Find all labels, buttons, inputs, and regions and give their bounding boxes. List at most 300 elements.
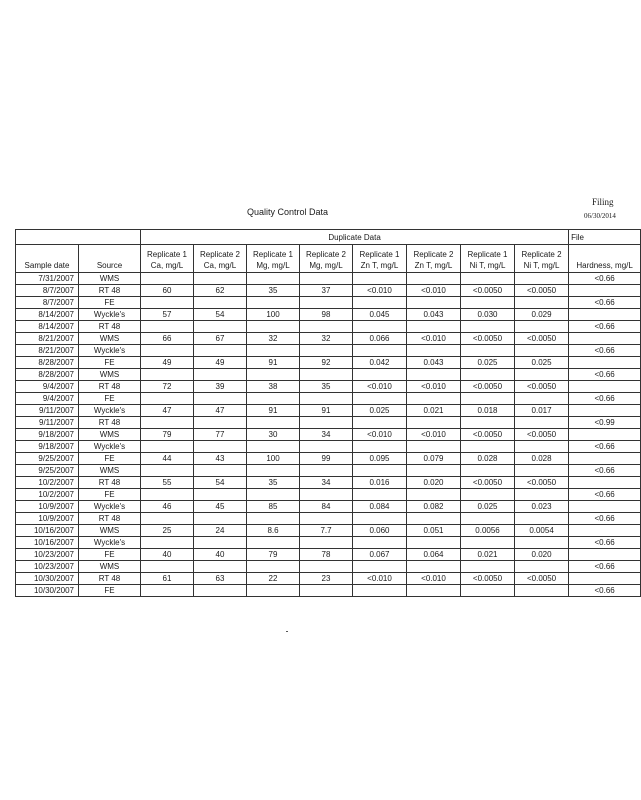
cell-ni-rep1: 0.025 (461, 357, 515, 369)
cell-ni-rep2: 0.028 (515, 453, 569, 465)
cell-mg-rep2 (300, 417, 353, 429)
cell-mg-rep2: 7.7 (300, 525, 353, 537)
cell-ca-rep1 (141, 585, 194, 597)
cell-mg-rep2 (300, 561, 353, 573)
cell-ni-rep1 (461, 321, 515, 333)
cell-mg-rep1: 91 (247, 357, 300, 369)
table-row (16, 345, 641, 357)
cell-ni-rep2: 0.020 (515, 549, 569, 561)
cell-mg-rep2: 91 (300, 405, 353, 417)
cell-zn-rep1 (353, 513, 407, 525)
cell-mg-rep1: 35 (247, 285, 300, 297)
cell-zn-rep2: 0.051 (407, 525, 461, 537)
cell-mg-rep2 (300, 345, 353, 357)
cell-mg-rep1 (247, 561, 300, 573)
cell-ca-rep1 (141, 465, 194, 477)
cell-mg-rep1 (247, 417, 300, 429)
cell-hardness (569, 429, 641, 441)
cell-mg-rep1 (247, 537, 300, 549)
cell-source: Wyckle's (79, 441, 141, 453)
cell-zn-rep1: 0.025 (353, 405, 407, 417)
cell-ni-rep2: <0.0050 (515, 285, 569, 297)
cell-ca-rep2 (194, 393, 247, 405)
cell-zn-rep2 (407, 489, 461, 501)
cell-source: RT 48 (79, 573, 141, 585)
cell-mg-rep1: 100 (247, 453, 300, 465)
table-row (16, 393, 641, 405)
cell-ca-rep1 (141, 345, 194, 357)
cell-ca-rep1 (141, 513, 194, 525)
table-row (16, 357, 641, 369)
cell-hardness: <0.66 (569, 297, 641, 309)
cell-mg-rep2 (300, 537, 353, 549)
cell-hardness: <0.66 (569, 585, 641, 597)
cell-mg-rep2 (300, 273, 353, 285)
cell-zn-rep2: <0.010 (407, 381, 461, 393)
cell-ni-rep1 (461, 465, 515, 477)
cell-mg-rep1: 35 (247, 477, 300, 489)
cell-zn-rep2: <0.010 (407, 285, 461, 297)
cell-mg-rep2 (300, 441, 353, 453)
cell-mg-rep2 (300, 465, 353, 477)
cell-zn-rep2: <0.010 (407, 573, 461, 585)
column-header-source: Source (79, 245, 141, 273)
cell-hardness: <0.66 (569, 273, 641, 285)
cell-mg-rep1: 79 (247, 549, 300, 561)
cell-ca-rep2 (194, 537, 247, 549)
cell-mg-rep1 (247, 297, 300, 309)
cell-hardness: <0.66 (569, 369, 641, 381)
cell-sample-date: 9/4/2007 (16, 381, 79, 393)
cell-ca-rep1: 72 (141, 381, 194, 393)
table-row (16, 585, 641, 597)
cell-zn-rep1: <0.010 (353, 429, 407, 441)
cell-ca-rep2 (194, 321, 247, 333)
column-header-zn-rep2: Replicate 2 Zn T, mg/L (407, 245, 461, 273)
cell-hardness: <0.66 (569, 321, 641, 333)
cell-source: FE (79, 357, 141, 369)
cell-zn-rep1: <0.010 (353, 285, 407, 297)
cell-ni-rep1: 0.018 (461, 405, 515, 417)
table-row (16, 513, 641, 525)
cell-mg-rep2: 84 (300, 501, 353, 513)
cell-zn-rep2: 0.064 (407, 549, 461, 561)
cell-source: RT 48 (79, 381, 141, 393)
cell-ca-rep1: 55 (141, 477, 194, 489)
cell-source: FE (79, 585, 141, 597)
cell-sample-date: 10/9/2007 (16, 501, 79, 513)
cell-ni-rep1 (461, 513, 515, 525)
cell-mg-rep1 (247, 345, 300, 357)
cell-mg-rep2: 98 (300, 309, 353, 321)
cell-sample-date: 10/30/2007 (16, 573, 79, 585)
cell-ni-rep2 (515, 561, 569, 573)
cell-mg-rep1 (247, 393, 300, 405)
cell-ca-rep2 (194, 345, 247, 357)
table-row (16, 417, 641, 429)
cell-mg-rep2: 32 (300, 333, 353, 345)
cell-zn-rep2: 0.043 (407, 309, 461, 321)
table-group-header-row (16, 230, 641, 245)
cell-hardness (569, 309, 641, 321)
cell-zn-rep1 (353, 321, 407, 333)
cell-hardness (569, 453, 641, 465)
cell-source: RT 48 (79, 477, 141, 489)
cell-ni-rep2: <0.0050 (515, 429, 569, 441)
cell-ca-rep1 (141, 321, 194, 333)
cell-ca-rep1: 44 (141, 453, 194, 465)
cell-ni-rep2: 0.025 (515, 357, 569, 369)
cell-ni-rep2: 0.029 (515, 309, 569, 321)
cell-mg-rep1 (247, 489, 300, 501)
cell-ca-rep1 (141, 369, 194, 381)
cell-zn-rep1: 0.066 (353, 333, 407, 345)
cell-hardness (569, 549, 641, 561)
cell-zn-rep2 (407, 465, 461, 477)
cell-source: WMS (79, 465, 141, 477)
cell-hardness: <0.66 (569, 393, 641, 405)
cell-ca-rep2 (194, 273, 247, 285)
cell-ni-rep1 (461, 417, 515, 429)
cell-ni-rep1 (461, 297, 515, 309)
cell-sample-date: 10/16/2007 (16, 537, 79, 549)
cell-ni-rep2 (515, 297, 569, 309)
cell-mg-rep1: 30 (247, 429, 300, 441)
table-row (16, 561, 641, 573)
cell-source: WMS (79, 429, 141, 441)
cell-ni-rep1: <0.0050 (461, 477, 515, 489)
table-row (16, 441, 641, 453)
cell-ca-rep2: 47 (194, 405, 247, 417)
cell-source: FE (79, 297, 141, 309)
cell-ca-rep2: 43 (194, 453, 247, 465)
cell-hardness (569, 381, 641, 393)
cell-ca-rep2 (194, 369, 247, 381)
cell-ca-rep2 (194, 441, 247, 453)
cell-zn-rep2 (407, 561, 461, 573)
cell-hardness (569, 357, 641, 369)
cell-source: Wyckle's (79, 537, 141, 549)
cell-mg-rep1: 38 (247, 381, 300, 393)
cell-zn-rep1 (353, 345, 407, 357)
cell-ca-rep1 (141, 561, 194, 573)
cell-ni-rep2 (515, 273, 569, 285)
column-header-ni-rep2: Replicate 2 Ni T, mg/L (515, 245, 569, 273)
cell-ca-rep2: 45 (194, 501, 247, 513)
cell-ni-rep2 (515, 537, 569, 549)
column-header-sample-date: Sample date (16, 245, 79, 273)
cell-ni-rep1 (461, 369, 515, 381)
cell-sample-date: 8/7/2007 (16, 297, 79, 309)
stray-mark (286, 631, 288, 632)
cell-zn-rep2 (407, 513, 461, 525)
cell-zn-rep2: 0.043 (407, 357, 461, 369)
page-title: Quality Control Data (247, 207, 329, 217)
table-row (16, 429, 641, 441)
cell-mg-rep2: 37 (300, 285, 353, 297)
cell-ni-rep1: 0.0056 (461, 525, 515, 537)
cell-source: WMS (79, 369, 141, 381)
cell-source: WMS (79, 525, 141, 537)
cell-mg-rep1 (247, 441, 300, 453)
cell-zn-rep2: <0.010 (407, 429, 461, 441)
cell-zn-rep1: 0.067 (353, 549, 407, 561)
cell-hardness: <0.66 (569, 537, 641, 549)
cell-zn-rep2: 0.020 (407, 477, 461, 489)
cell-mg-rep2 (300, 585, 353, 597)
cell-zn-rep1 (353, 585, 407, 597)
cell-mg-rep1: 22 (247, 573, 300, 585)
cell-zn-rep1: <0.010 (353, 381, 407, 393)
cell-source: Wyckle's (79, 309, 141, 321)
duplicate-data-header: Duplicate Data (141, 230, 569, 245)
cell-hardness (569, 285, 641, 297)
cell-ni-rep2: 0.023 (515, 501, 569, 513)
cell-hardness (569, 405, 641, 417)
cell-source: WMS (79, 273, 141, 285)
table-row (16, 477, 641, 489)
column-header-ni-rep1: Replicate 1 Ni T, mg/L (461, 245, 515, 273)
cell-zn-rep2 (407, 273, 461, 285)
cell-hardness: <0.66 (569, 441, 641, 453)
cell-sample-date: 8/21/2007 (16, 333, 79, 345)
cell-ni-rep2 (515, 369, 569, 381)
cell-ca-rep2 (194, 585, 247, 597)
column-header-ca-rep2: Replicate 2 Ca, mg/L (194, 245, 247, 273)
cell-sample-date: 9/18/2007 (16, 429, 79, 441)
cell-ca-rep1 (141, 273, 194, 285)
cell-zn-rep1 (353, 537, 407, 549)
cell-source: WMS (79, 333, 141, 345)
cell-mg-rep1: 91 (247, 405, 300, 417)
table-header-spacer (16, 230, 141, 245)
cell-zn-rep1: 0.095 (353, 453, 407, 465)
cell-sample-date: 9/18/2007 (16, 441, 79, 453)
cell-ca-rep2: 77 (194, 429, 247, 441)
column-header-ca-rep1: Replicate 1 Ca, mg/L (141, 245, 194, 273)
cell-ni-rep2 (515, 489, 569, 501)
cell-ni-rep1 (461, 489, 515, 501)
cell-ni-rep1 (461, 393, 515, 405)
cell-mg-rep2 (300, 297, 353, 309)
cell-source: RT 48 (79, 321, 141, 333)
cell-mg-rep1 (247, 369, 300, 381)
file-group-header: File (569, 230, 641, 245)
cell-sample-date: 8/14/2007 (16, 309, 79, 321)
cell-mg-rep2 (300, 369, 353, 381)
cell-zn-rep2 (407, 345, 461, 357)
cell-sample-date: 10/2/2007 (16, 477, 79, 489)
cell-ca-rep1 (141, 393, 194, 405)
cell-zn-rep1 (353, 273, 407, 285)
cell-source: RT 48 (79, 285, 141, 297)
cell-zn-rep2 (407, 417, 461, 429)
cell-mg-rep2 (300, 489, 353, 501)
cell-mg-rep2 (300, 513, 353, 525)
cell-ni-rep2 (515, 393, 569, 405)
cell-ca-rep1 (141, 417, 194, 429)
cell-ca-rep1 (141, 297, 194, 309)
cell-ca-rep2 (194, 465, 247, 477)
cell-ca-rep1: 25 (141, 525, 194, 537)
cell-ca-rep2 (194, 489, 247, 501)
cell-mg-rep1: 85 (247, 501, 300, 513)
cell-ca-rep2 (194, 513, 247, 525)
cell-source: Wyckle's (79, 501, 141, 513)
cell-ca-rep2 (194, 417, 247, 429)
cell-ca-rep1 (141, 537, 194, 549)
cell-zn-rep2 (407, 369, 461, 381)
cell-zn-rep1 (353, 417, 407, 429)
cell-hardness (569, 477, 641, 489)
cell-zn-rep2: <0.010 (407, 333, 461, 345)
cell-hardness: <0.66 (569, 465, 641, 477)
cell-ca-rep2: 54 (194, 477, 247, 489)
cell-hardness: <0.66 (569, 513, 641, 525)
cell-ca-rep1: 49 (141, 357, 194, 369)
cell-ni-rep1: <0.0050 (461, 381, 515, 393)
cell-mg-rep2 (300, 321, 353, 333)
table-row (16, 285, 641, 297)
cell-sample-date: 8/28/2007 (16, 357, 79, 369)
cell-ca-rep1: 46 (141, 501, 194, 513)
cell-source: RT 48 (79, 513, 141, 525)
cell-ni-rep2 (515, 345, 569, 357)
cell-ca-rep2: 40 (194, 549, 247, 561)
cell-hardness: <0.66 (569, 489, 641, 501)
cell-sample-date: 8/21/2007 (16, 345, 79, 357)
column-header-zn-rep1: Replicate 1 Zn T, mg/L (353, 245, 407, 273)
cell-hardness (569, 501, 641, 513)
cell-zn-rep1: <0.010 (353, 573, 407, 585)
cell-ni-rep2 (515, 465, 569, 477)
cell-zn-rep1: 0.084 (353, 501, 407, 513)
table-column-header-row (16, 245, 641, 273)
cell-zn-rep2 (407, 321, 461, 333)
table-row (16, 501, 641, 513)
cell-zn-rep1 (353, 369, 407, 381)
cell-ni-rep2 (515, 417, 569, 429)
table-row (16, 573, 641, 585)
cell-ca-rep2: 54 (194, 309, 247, 321)
cell-hardness (569, 525, 641, 537)
cell-ca-rep1: 61 (141, 573, 194, 585)
cell-ni-rep2: 0.017 (515, 405, 569, 417)
cell-sample-date: 10/16/2007 (16, 525, 79, 537)
cell-ni-rep1 (461, 441, 515, 453)
cell-ni-rep2 (515, 513, 569, 525)
column-header-mg-rep2: Replicate 2 Mg, mg/L (300, 245, 353, 273)
cell-zn-rep2: 0.021 (407, 405, 461, 417)
cell-mg-rep2: 92 (300, 357, 353, 369)
table-row (16, 381, 641, 393)
cell-zn-rep1 (353, 489, 407, 501)
cell-ni-rep1 (461, 273, 515, 285)
cell-hardness: <0.66 (569, 345, 641, 357)
cell-sample-date: 10/30/2007 (16, 585, 79, 597)
cell-ni-rep1 (461, 585, 515, 597)
cell-mg-rep2 (300, 393, 353, 405)
cell-ni-rep1: <0.0050 (461, 333, 515, 345)
cell-sample-date: 8/28/2007 (16, 369, 79, 381)
cell-ni-rep2 (515, 441, 569, 453)
table-row (16, 333, 641, 345)
cell-mg-rep1: 100 (247, 309, 300, 321)
cell-ca-rep1 (141, 489, 194, 501)
cell-ca-rep2: 62 (194, 285, 247, 297)
cell-hardness (569, 573, 641, 585)
cell-sample-date: 7/31/2007 (16, 273, 79, 285)
cell-ca-rep2: 67 (194, 333, 247, 345)
cell-mg-rep1 (247, 585, 300, 597)
cell-ni-rep2 (515, 585, 569, 597)
cell-mg-rep2: 34 (300, 477, 353, 489)
cell-ni-rep2: <0.0050 (515, 381, 569, 393)
cell-zn-rep2 (407, 393, 461, 405)
cell-ca-rep2 (194, 297, 247, 309)
cell-sample-date: 8/7/2007 (16, 285, 79, 297)
cell-mg-rep1 (247, 273, 300, 285)
cell-ni-rep1: 0.030 (461, 309, 515, 321)
filing-label: Filing (592, 197, 614, 207)
cell-ca-rep1: 40 (141, 549, 194, 561)
cell-zn-rep1: 0.016 (353, 477, 407, 489)
cell-ca-rep1: 47 (141, 405, 194, 417)
cell-sample-date: 10/23/2007 (16, 561, 79, 573)
table-row (16, 453, 641, 465)
table-row (16, 321, 641, 333)
cell-zn-rep1: 0.045 (353, 309, 407, 321)
cell-ni-rep1 (461, 561, 515, 573)
cell-zn-rep1 (353, 393, 407, 405)
cell-ca-rep1: 79 (141, 429, 194, 441)
cell-source: WMS (79, 561, 141, 573)
cell-ca-rep2: 63 (194, 573, 247, 585)
table-row (16, 309, 641, 321)
cell-zn-rep1: 0.042 (353, 357, 407, 369)
filing-date: 06/30/2014 (584, 212, 616, 220)
cell-ni-rep1: 0.021 (461, 549, 515, 561)
cell-zn-rep1 (353, 441, 407, 453)
table-body (16, 273, 641, 597)
cell-ni-rep2: <0.0050 (515, 333, 569, 345)
table-row (16, 405, 641, 417)
cell-sample-date: 9/4/2007 (16, 393, 79, 405)
cell-hardness: <0.99 (569, 417, 641, 429)
cell-ca-rep1: 60 (141, 285, 194, 297)
table-row (16, 297, 641, 309)
cell-sample-date: 10/9/2007 (16, 513, 79, 525)
cell-zn-rep1 (353, 297, 407, 309)
cell-mg-rep1 (247, 513, 300, 525)
cell-ca-rep2: 24 (194, 525, 247, 537)
cell-hardness: <0.66 (569, 561, 641, 573)
cell-zn-rep2 (407, 441, 461, 453)
cell-ni-rep1: <0.0050 (461, 429, 515, 441)
table-row (16, 525, 641, 537)
cell-zn-rep2 (407, 297, 461, 309)
table-row (16, 369, 641, 381)
cell-ni-rep2: 0.0054 (515, 525, 569, 537)
cell-mg-rep2: 99 (300, 453, 353, 465)
cell-source: FE (79, 489, 141, 501)
cell-mg-rep2: 78 (300, 549, 353, 561)
cell-zn-rep1: 0.060 (353, 525, 407, 537)
cell-ni-rep1 (461, 345, 515, 357)
cell-source: FE (79, 393, 141, 405)
cell-ni-rep2 (515, 321, 569, 333)
cell-ca-rep1: 57 (141, 309, 194, 321)
